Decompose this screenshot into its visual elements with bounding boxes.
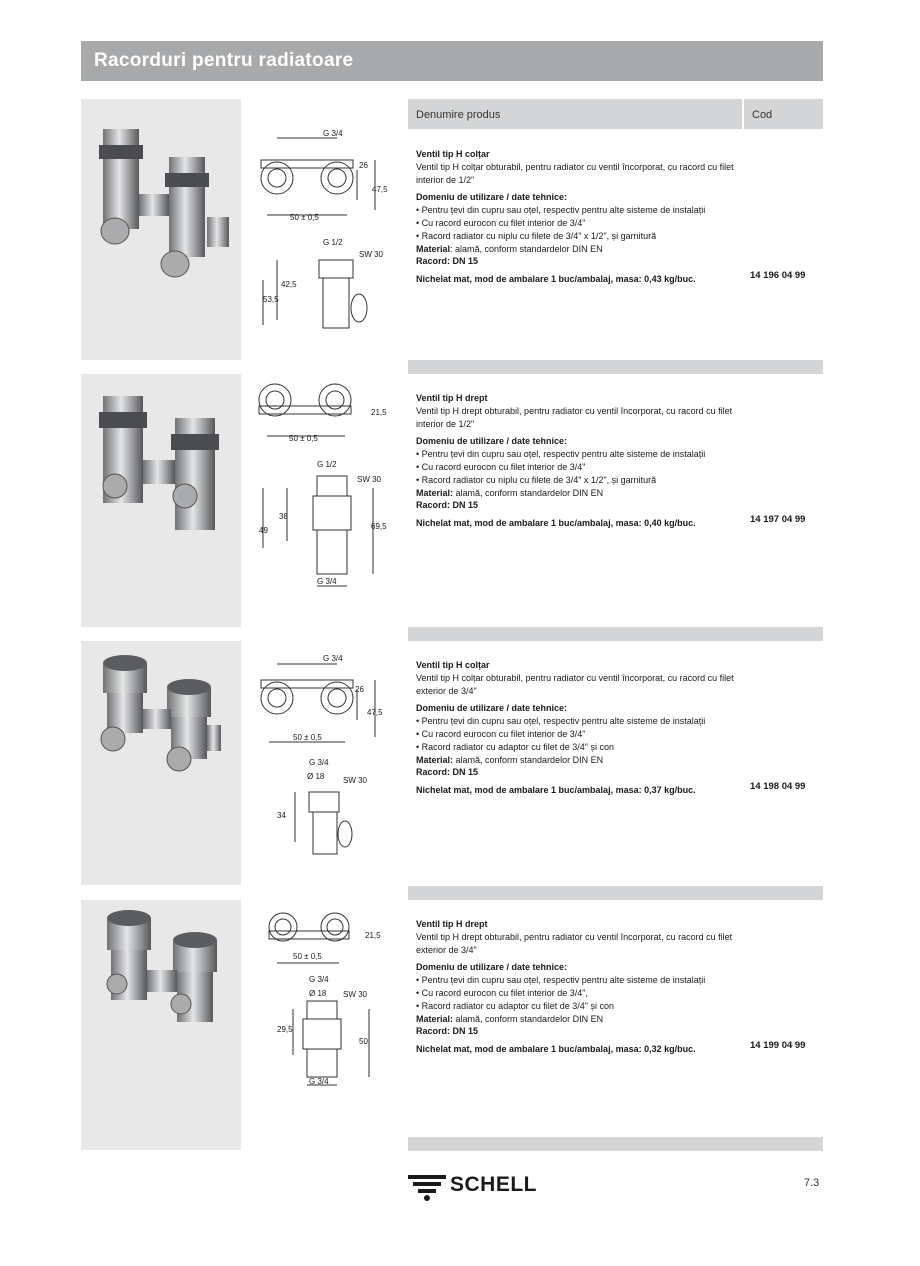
dim-label: 21,5 (365, 931, 381, 940)
product-code: 14 197 04 99 (750, 514, 806, 525)
racord-text: Racord: DN 15 (416, 1026, 479, 1037)
dim-label: 29,5 (277, 1025, 293, 1034)
brand-name: SCHELL (450, 1173, 537, 1196)
dim-label: SW 30 (343, 990, 368, 999)
racord-text: Racord: DN 15 (416, 500, 479, 511)
product-block-2 (416, 392, 816, 530)
product-title: Ventil tip H drept (416, 919, 488, 929)
dim-label: 50 ± 0,5 (293, 952, 322, 961)
domain-heading: Domeniu de utilizare / date tehnice: (416, 703, 568, 714)
row-separator (408, 1137, 823, 1151)
dim-label: 38 (279, 512, 288, 521)
dim-label: G 1/2 (317, 460, 337, 469)
dim-label: 47,5 (372, 185, 388, 194)
dim-label: 34 (277, 811, 286, 820)
product-block-3 (416, 659, 816, 797)
dim-label: 50 ± 0,5 (290, 213, 319, 222)
dim-label: 21,5 (371, 408, 387, 417)
material-text: alamă, conform standardelor DIN EN (453, 487, 604, 498)
row-separator (408, 886, 823, 900)
page-title-bar (81, 41, 823, 81)
domain-heading: Domeniu de utilizare / date tehnice: (416, 192, 568, 203)
bullet-item: • Pentru țevi din cupru sau oțel, respectiv pentru alte sisteme de instalații (416, 449, 706, 460)
material-text: alamă, conform standardelor DIN EN (453, 1013, 604, 1024)
technical-drawing-3 (247, 652, 399, 862)
dim-label: 49 (259, 526, 268, 535)
product-description: Ventil tip H colțar obturabil, pentru radiator cu ventil încorporat, cu racord cu filet interior de 1/2" (416, 161, 734, 185)
header-code (744, 99, 823, 129)
dim-label: 50 ± 0,5 (293, 733, 322, 742)
material-label: Material: (416, 1013, 454, 1024)
bullet-item: • Pentru țevi din cupru sau oțel, respectiv pentru alte sisteme de instalații (416, 716, 706, 727)
technical-drawing-4 (247, 905, 399, 1095)
dim-label: 53,5 (263, 295, 279, 304)
dim-label: G 3/4 (309, 758, 329, 767)
dim-label: G 1/2 (323, 238, 343, 247)
dim-label: G 3/4 (309, 975, 329, 984)
row-separator (408, 627, 823, 641)
material-label: Material: (416, 487, 454, 498)
finish-text: Nichelat mat, mod de ambalare 1 buc/ambalaj, masa: 0,43 kg/buc. (416, 274, 696, 285)
header-code-label: Cod (752, 109, 773, 121)
dim-label: 42,5 (281, 280, 297, 289)
product-title: Ventil tip H drept (416, 393, 488, 403)
bullet-item: • Pentru țevi din cupru sau oțel, respectiv pentru alte sisteme de instalații (416, 205, 706, 216)
product-block-1 (416, 148, 816, 286)
product-description: Ventil tip H drept obturabil, pentru radiator cu ventil încorporat, cu racord cu filet interior de 1/2" (416, 405, 733, 429)
dim-label: SW 30 (357, 475, 382, 484)
domain-heading: Domeniu de utilizare / date tehnice: (416, 436, 568, 447)
row-separator (408, 360, 823, 374)
dim-label: SW 30 (359, 250, 384, 259)
material-text: alamă, conform standardelor DIN EN (453, 754, 604, 765)
finish-text: Nichelat mat, mod de ambalare 1 buc/ambalaj, masa: 0,37 kg/buc. (416, 785, 696, 796)
product-photo-3 (81, 641, 241, 885)
valve-photo-icon (81, 99, 241, 360)
dim-label: 47,5 (367, 708, 383, 717)
technical-drawing-1 (247, 120, 399, 335)
dimension-drawing-icon (247, 652, 399, 862)
bullet-item: • Racord radiator cu adaptor cu filet de 3/4" și con (416, 741, 614, 752)
page-number: 7.3 (804, 1177, 820, 1189)
bullet-item: • Cu racord eurocon cu filet interior de 3/4", (416, 987, 588, 998)
dim-label: 50 ± 0,5 (289, 434, 318, 443)
dim-label: Ø 18 (307, 772, 325, 781)
racord-text: Racord: DN 15 (416, 256, 479, 267)
product-photo-2 (81, 374, 241, 627)
dim-label: 50 (359, 1037, 368, 1046)
dim-label: SW 30 (343, 776, 368, 785)
bullet-item: • Racord radiator cu adaptor cu filet de 3/4" și con (416, 1000, 614, 1011)
bullet-item: • Cu racord eurocon cu filet interior de 3/4" (416, 461, 586, 472)
material-label: Material (416, 243, 451, 254)
dim-label: G 3/4 (323, 654, 343, 663)
material-text: : alamă, conform standardelor DIN EN (450, 243, 603, 254)
product-block-4 (416, 918, 816, 1056)
valve-photo-icon (81, 374, 241, 627)
domain-heading: Domeniu de utilizare / date tehnice: (416, 962, 568, 973)
finish-text: Nichelat mat, mod de ambalare 1 buc/ambalaj, masa: 0,40 kg/buc. (416, 518, 696, 529)
racord-text: Racord: DN 15 (416, 767, 479, 778)
bullet-item: • Pentru țevi din cupru sau oțel, respectiv pentru alte sisteme de instalații (416, 975, 706, 986)
header-product-name (408, 99, 742, 129)
header-product-name-label: Denumire produs (416, 109, 501, 121)
product-photo-1 (81, 99, 241, 360)
product-description: Ventil tip H colțar obturabil, pentru radiator cu ventil încorporat, cu racord cu filet exterior de 3/4" (416, 672, 734, 696)
product-title: Ventil tip H colțar (416, 660, 490, 670)
dim-label: 26 (359, 161, 368, 170)
bullet-item: • Cu racord eurocon cu filet interior de 3/4" (416, 728, 586, 739)
bullet-item: • Cu racord eurocon cu filet interior de 3/4" (416, 217, 586, 228)
product-code: 14 196 04 99 (750, 270, 806, 281)
valve-photo-icon (81, 641, 241, 885)
bullet-item: • Racord radiator cu niplu cu filete de 3/4" x 1/2", și garnitură (416, 474, 657, 485)
product-code: 14 199 04 99 (750, 1040, 806, 1051)
product-title: Ventil tip H colțar (416, 149, 490, 159)
page-title: Racorduri pentru radiatoare (94, 50, 354, 71)
dim-label: 26 (355, 685, 364, 694)
finish-text: Nichelat mat, mod de ambalare 1 buc/ambalaj, masa: 0,32 kg/buc. (416, 1044, 696, 1055)
dim-label: G 3/4 (323, 129, 343, 138)
bullet-item: • Racord radiator cu niplu cu filete de 3/4" x 1/2", și garnitură (416, 230, 657, 241)
product-code: 14 198 04 99 (750, 781, 806, 792)
dim-label: G 3/4 (309, 1077, 329, 1086)
dim-label: Ø 18 (309, 989, 327, 998)
dim-label: G 3/4 (317, 577, 337, 586)
dim-label: 69,5 (371, 522, 387, 531)
material-label: Material: (416, 754, 454, 765)
valve-photo-icon (81, 900, 241, 1150)
product-photo-4 (81, 900, 241, 1150)
product-description: Ventil tip H drept obturabil, pentru radiator cu ventil încorporat, cu racord cu filet exterior de 3/4" (416, 931, 733, 955)
technical-drawing-2 (247, 376, 399, 598)
